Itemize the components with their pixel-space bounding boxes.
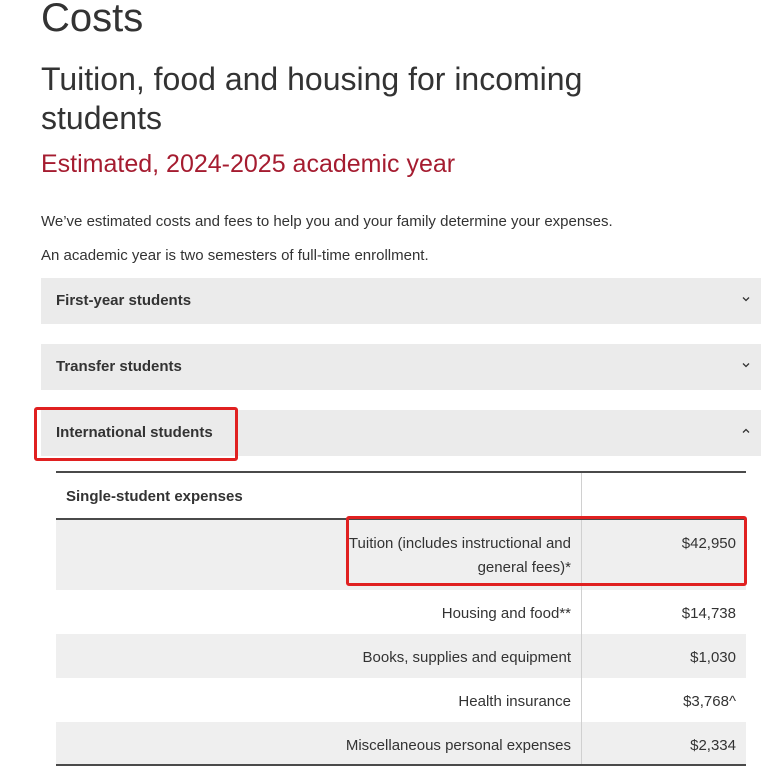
row-value: $3,768^ (683, 693, 736, 710)
chevron-down-icon (740, 359, 752, 371)
intro-paragraph-academic-year: An academic year is two semesters of full-time enrollment. (41, 247, 429, 264)
table-header-label: Single-student expenses (66, 488, 243, 505)
accordion-label: Transfer students (56, 358, 182, 375)
highlight-box-tuition-row (346, 516, 747, 586)
row-label: Books, supplies and equipment (362, 649, 571, 666)
column-divider (581, 722, 582, 764)
row-label: Housing and food** (441, 605, 571, 622)
table-row-miscellaneous (56, 722, 746, 766)
section-title: Tuition, food and housing for incoming students (41, 61, 583, 136)
table-row-books (56, 634, 746, 678)
column-divider (581, 590, 582, 634)
table-header-row (56, 473, 746, 520)
row-value: $14,738 (681, 605, 736, 622)
row-label: Health insurance (458, 693, 571, 710)
highlight-box-international-tab (34, 407, 238, 461)
chevron-down-icon (740, 293, 752, 305)
intro-paragraph-costs: We’ve estimated costs and fees to help you and your family determine your expenses. (41, 213, 613, 230)
table-row-housing (56, 590, 746, 634)
table-row-health-insurance (56, 678, 746, 722)
row-value: $1,030 (690, 649, 736, 666)
accordion-label: International students (56, 424, 213, 441)
column-divider (581, 473, 582, 518)
column-divider (581, 678, 582, 722)
accordion-transfer-students[interactable] (41, 344, 761, 390)
row-label: Tuition (includes instructional and general fees)* (348, 535, 571, 576)
row-label: Miscellaneous personal expenses (345, 737, 571, 754)
accordion-first-year-students[interactable] (41, 278, 761, 324)
page-title: Costs (41, 0, 144, 40)
row-value: $42,950 (681, 535, 736, 552)
academic-year-subtitle: Estimated, 2024-2025 academic year (41, 150, 456, 178)
accordion-label: First-year students (56, 292, 192, 309)
chevron-up-icon (740, 425, 752, 437)
column-divider (581, 634, 582, 678)
row-value: $2,334 (690, 737, 736, 754)
